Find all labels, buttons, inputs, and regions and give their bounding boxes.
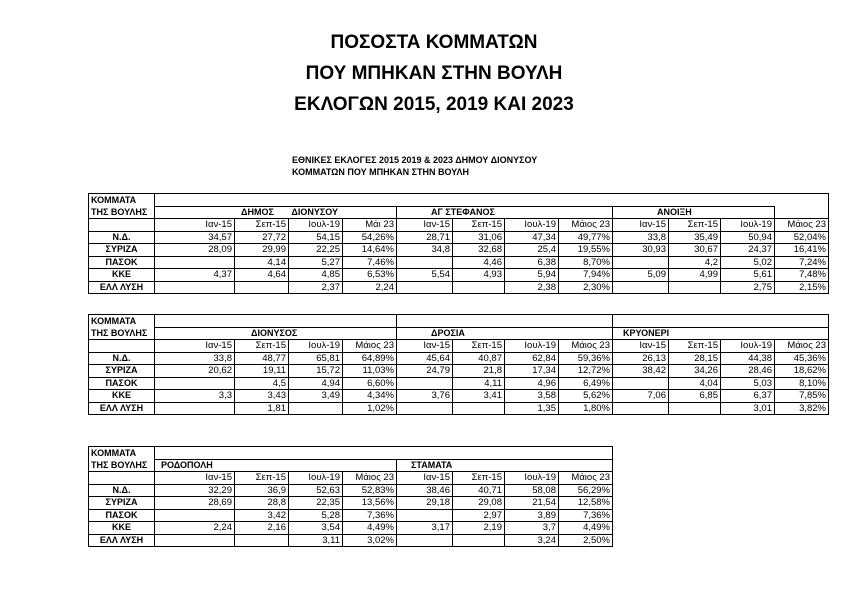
subtitle-line-1: ΕΘΝΙΚΕΣ ΕΚΛΟΓΕΣ 2015 2019 & 2023 ΔΗΜΟΥ ΔΙΟΝΥΣΟΥ xyxy=(292,155,538,165)
value-cell: 1,35 xyxy=(505,402,559,415)
group-header-kryoneri: ΚΡΥΟΝΕΡΙ xyxy=(613,327,829,340)
value-cell: 4,2 xyxy=(669,256,721,269)
value-cell: 3,24 xyxy=(505,534,559,547)
value-cell: 21,8 xyxy=(453,365,505,378)
value-cell: 4,14 xyxy=(235,256,289,269)
col-header: Ιαν-15 xyxy=(397,472,453,485)
party-label: ΠΑΣΟΚ xyxy=(89,377,155,390)
value-cell: 52,04% xyxy=(775,231,829,244)
value-cell: 33,8 xyxy=(155,352,235,365)
party-label: Ν.Δ. xyxy=(89,231,155,244)
value-cell: 20,62 xyxy=(155,365,235,378)
value-cell: 28,09 xyxy=(155,244,235,257)
value-cell: 3,54 xyxy=(289,522,343,535)
col-header: Μάιος 23 xyxy=(559,219,613,232)
table2-body xyxy=(89,352,829,415)
value-cell: 34,26 xyxy=(669,365,721,378)
party-label: ΣΥΡΙΖΑ xyxy=(89,365,155,378)
group-header-ag-stefanos: ΑΓ ΣΤΕΦΑΝΟΣ xyxy=(397,206,613,219)
value-cell xyxy=(235,534,289,547)
value-cell: 56,29% xyxy=(559,484,613,497)
value-cell: 48,77 xyxy=(235,352,289,365)
value-cell xyxy=(155,509,235,522)
value-cell: 7,94% xyxy=(559,269,613,282)
value-cell: 7,24% xyxy=(775,256,829,269)
value-cell: 34,57 xyxy=(155,231,235,244)
value-cell: 6,38 xyxy=(505,256,559,269)
value-cell: 22,25 xyxy=(289,244,343,257)
value-cell xyxy=(453,281,505,294)
blank-cell xyxy=(89,472,155,485)
value-cell: 1,80% xyxy=(559,402,613,415)
value-cell: 5,54 xyxy=(397,269,453,282)
party-label: ΠΑΣΟΚ xyxy=(89,256,155,269)
table-row xyxy=(89,377,829,390)
value-cell: 3,58 xyxy=(505,390,559,403)
results-table-2 xyxy=(88,314,829,415)
value-cell: 7,06 xyxy=(613,390,669,403)
party-label: ΕΛΛ ΛΥΣΗ xyxy=(89,402,155,415)
value-cell: 7,85% xyxy=(775,390,829,403)
value-cell: 54,26% xyxy=(343,231,397,244)
value-cell: 34,8 xyxy=(397,244,453,257)
value-cell: 62,84 xyxy=(505,352,559,365)
col-header: Μάιος 23 xyxy=(343,472,397,485)
col-header: Ιουλ-19 xyxy=(289,472,343,485)
col-header: Ιαν-15 xyxy=(155,219,235,232)
group-header-dimos: ΔΗΜΟΣ ΔΙΟΝΥΣΟΥ xyxy=(155,206,397,219)
value-cell: 3,11 xyxy=(289,534,343,547)
value-cell: 15,72 xyxy=(289,365,343,378)
value-cell: 4,49% xyxy=(559,522,613,535)
value-cell: 26,13 xyxy=(613,352,669,365)
col-header: Σεπ-15 xyxy=(235,340,289,353)
col-header: Ιουλ-19 xyxy=(505,219,559,232)
table-row xyxy=(89,522,613,535)
value-cell xyxy=(453,402,505,415)
col-header: Ιουλ-19 xyxy=(289,340,343,353)
table3-body xyxy=(89,484,613,547)
party-label: ΣΥΡΙΖΑ xyxy=(89,244,155,257)
value-cell: 5,61 xyxy=(721,269,775,282)
col-header: Ιαν-15 xyxy=(397,340,453,353)
value-cell: 3,42 xyxy=(235,509,289,522)
party-label: ΕΛΛ ΛΥΣΗ xyxy=(89,281,155,294)
page-title-line-2: ΠΟΥ ΜΠΗΚΑΝ ΣΤΗΝ ΒΟΥΛΗ xyxy=(305,63,563,84)
value-cell: 28,71 xyxy=(397,231,453,244)
value-cell: 5,27 xyxy=(289,256,343,269)
value-cell: 13,56% xyxy=(343,497,397,510)
value-cell: 17,34 xyxy=(505,365,559,378)
value-cell: 27,72 xyxy=(235,231,289,244)
value-cell: 3,17 xyxy=(397,522,453,535)
value-cell xyxy=(155,377,235,390)
table-row xyxy=(89,244,829,257)
value-cell: 4,99 xyxy=(669,269,721,282)
value-cell xyxy=(397,256,453,269)
value-cell: 12,72% xyxy=(559,365,613,378)
value-cell: 52,83% xyxy=(343,484,397,497)
value-cell: 19,11 xyxy=(235,365,289,378)
value-cell: 3,43 xyxy=(235,390,289,403)
blank-cell xyxy=(89,340,155,353)
value-cell: 4,49% xyxy=(343,522,397,535)
table-row xyxy=(89,509,613,522)
col-header: Μάιος 23 xyxy=(775,340,829,353)
value-cell: 4,85 xyxy=(289,269,343,282)
col-header: Ιαν-15 xyxy=(397,219,453,232)
value-cell: 4,11 xyxy=(453,377,505,390)
value-cell xyxy=(289,402,343,415)
col-header: Ιαν-15 xyxy=(155,472,235,485)
value-cell: 11,03% xyxy=(343,365,397,378)
value-cell: 14,64% xyxy=(343,244,397,257)
value-cell: 4,04 xyxy=(669,377,721,390)
value-cell: 54,15 xyxy=(289,231,343,244)
value-cell: 30,93 xyxy=(613,244,669,257)
corner-label: ΤΗΣ ΒΟΥΛΗΣ xyxy=(89,206,155,219)
party-label: ΚΚΕ xyxy=(89,522,155,535)
value-cell: 65,81 xyxy=(289,352,343,365)
value-cell: 3,76 xyxy=(397,390,453,403)
value-cell: 2,38 xyxy=(505,281,559,294)
value-cell: 4,46 xyxy=(453,256,505,269)
value-cell: 4,93 xyxy=(453,269,505,282)
party-label: ΕΛΛ ΛΥΣΗ xyxy=(89,534,155,547)
value-cell: 64,89% xyxy=(343,352,397,365)
party-label: Ν.Δ. xyxy=(89,352,155,365)
value-cell xyxy=(613,281,669,294)
value-cell: 28,15 xyxy=(669,352,721,365)
subtitle-line-2: ΚΟΜΜΑΤΩΝ ΠΟΥ ΜΠΗΚΑΝ ΣΤΗΝ ΒΟΥΛΗ xyxy=(292,167,469,177)
col-header: Σεπ-15 xyxy=(453,340,505,353)
table1-body xyxy=(89,231,829,294)
value-cell: 19,55% xyxy=(559,244,613,257)
value-cell: 6,53% xyxy=(343,269,397,282)
col-header: Σεπ-15 xyxy=(453,472,505,485)
value-cell xyxy=(155,402,235,415)
value-cell: 3,7 xyxy=(505,522,559,535)
value-cell xyxy=(613,402,669,415)
value-cell: 29,18 xyxy=(397,497,453,510)
value-cell: 30,67 xyxy=(669,244,721,257)
value-cell: 6,37 xyxy=(721,390,775,403)
value-cell: 4,94 xyxy=(289,377,343,390)
group-header-stamata: ΣΤΑΜΑΤΑ xyxy=(397,459,613,472)
value-cell: 28,46 xyxy=(721,365,775,378)
value-cell: 4,64 xyxy=(235,269,289,282)
value-cell: 5,09 xyxy=(613,269,669,282)
table-row xyxy=(89,269,829,282)
value-cell xyxy=(155,534,235,547)
value-cell: 32,29 xyxy=(155,484,235,497)
value-cell: 47,34 xyxy=(505,231,559,244)
value-cell xyxy=(397,509,453,522)
corner-label: ΚΟΜΜΑΤΑ xyxy=(89,194,155,207)
value-cell: 36,9 xyxy=(235,484,289,497)
value-cell: 44,38 xyxy=(721,352,775,365)
col-header: Μάιος 23 xyxy=(559,472,613,485)
value-cell: 24,79 xyxy=(397,365,453,378)
results-table-3 xyxy=(88,446,613,547)
value-cell: 2,19 xyxy=(453,522,505,535)
col-header: Μάιος 23 xyxy=(775,219,829,232)
party-label: ΚΚΕ xyxy=(89,269,155,282)
value-cell: 2,50% xyxy=(559,534,613,547)
blank-cell xyxy=(89,219,155,232)
value-cell: 4,5 xyxy=(235,377,289,390)
value-cell: 21,54 xyxy=(505,497,559,510)
value-cell: 2,24 xyxy=(343,281,397,294)
col-header: Ιαν-15 xyxy=(613,340,669,353)
value-cell: 38,46 xyxy=(397,484,453,497)
value-cell: 29,08 xyxy=(453,497,505,510)
value-cell xyxy=(669,402,721,415)
value-cell: 3,01 xyxy=(721,402,775,415)
value-cell: 12,58% xyxy=(559,497,613,510)
value-cell: 8,70% xyxy=(559,256,613,269)
value-cell: 58,08 xyxy=(505,484,559,497)
value-cell: 5,02 xyxy=(721,256,775,269)
value-cell: 5,94 xyxy=(505,269,559,282)
value-cell: 7,48% xyxy=(775,269,829,282)
value-cell: 29,99 xyxy=(235,244,289,257)
value-cell xyxy=(613,377,669,390)
col-header: Ιουλ-19 xyxy=(289,219,343,232)
value-cell: 49,77% xyxy=(559,231,613,244)
value-cell: 7,46% xyxy=(343,256,397,269)
table-row xyxy=(89,256,829,269)
table-row xyxy=(89,390,829,403)
group-header-anoixi: ΑΝΟΙΞΗ xyxy=(613,206,775,219)
value-cell xyxy=(613,256,669,269)
party-label: ΠΑΣΟΚ xyxy=(89,509,155,522)
value-cell: 2,30% xyxy=(559,281,613,294)
value-cell: 45,64 xyxy=(397,352,453,365)
value-cell: 3,02% xyxy=(343,534,397,547)
group-header-drosia: ΔΡΟΣΙΑ xyxy=(397,327,613,340)
value-cell: 4,96 xyxy=(505,377,559,390)
col-header: Σεπ-15 xyxy=(235,472,289,485)
value-cell: 52,63 xyxy=(289,484,343,497)
value-cell xyxy=(397,281,453,294)
value-cell: 6,85 xyxy=(669,390,721,403)
col-header: Ιουλ-19 xyxy=(505,472,559,485)
value-cell: 2,16 xyxy=(235,522,289,535)
value-cell: 6,60% xyxy=(343,377,397,390)
col-header: Σεπ-15 xyxy=(669,219,721,232)
value-cell: 3,41 xyxy=(453,390,505,403)
value-cell: 3,3 xyxy=(155,390,235,403)
page-title-line-3: ΕΚΛΟΓΩΝ 2015, 2019 ΚΑΙ 2023 xyxy=(294,94,574,115)
value-cell: 6,49% xyxy=(559,377,613,390)
table-row xyxy=(89,281,829,294)
value-cell: 28,69 xyxy=(155,497,235,510)
value-cell: 2,24 xyxy=(155,522,235,535)
table-row xyxy=(89,484,613,497)
party-label: ΣΥΡΙΖΑ xyxy=(89,497,155,510)
corner-label: ΤΗΣ ΒΟΥΛΗΣ xyxy=(89,327,155,340)
value-cell: 2,75 xyxy=(721,281,775,294)
col-header: Σεπ-15 xyxy=(235,219,289,232)
page-title-line-1: ΠΟΣΟΣΤΑ ΚΟΜΜΑΤΩΝ xyxy=(330,32,538,53)
corner-label: ΤΗΣ ΒΟΥΛΗΣ xyxy=(89,459,155,472)
group-header-dionysos: ΔΙΟΝΥΣΟΣ xyxy=(155,327,397,340)
value-cell: 2,97 xyxy=(453,509,505,522)
value-cell: 31,06 xyxy=(453,231,505,244)
value-cell: 32,68 xyxy=(453,244,505,257)
value-cell: 28,8 xyxy=(235,497,289,510)
value-cell xyxy=(155,281,235,294)
value-cell xyxy=(397,377,453,390)
value-cell: 1,02% xyxy=(343,402,397,415)
party-label: Ν.Δ. xyxy=(89,484,155,497)
value-cell: 7,36% xyxy=(343,509,397,522)
party-label: ΚΚΕ xyxy=(89,390,155,403)
value-cell: 50,94 xyxy=(721,231,775,244)
col-header: Μάι 23 xyxy=(343,219,397,232)
value-cell: 4,37 xyxy=(155,269,235,282)
table-row xyxy=(89,534,613,547)
table-row xyxy=(89,352,829,365)
value-cell xyxy=(453,534,505,547)
value-cell: 40,71 xyxy=(453,484,505,497)
col-header: Ιαν-15 xyxy=(613,219,669,232)
value-cell: 5,62% xyxy=(559,390,613,403)
value-cell: 1,81 xyxy=(235,402,289,415)
table-row xyxy=(89,231,829,244)
value-cell: 38,42 xyxy=(613,365,669,378)
corner-label: ΚΟΜΜΑΤΑ xyxy=(89,315,155,328)
col-header: Ιουλ-19 xyxy=(721,219,775,232)
value-cell: 59,36% xyxy=(559,352,613,365)
value-cell: 3,82% xyxy=(775,402,829,415)
value-cell xyxy=(155,256,235,269)
value-cell: 35,49 xyxy=(669,231,721,244)
col-header: Ιουλ-19 xyxy=(505,340,559,353)
value-cell xyxy=(397,402,453,415)
value-cell: 45,36% xyxy=(775,352,829,365)
results-table-1 xyxy=(88,193,829,294)
value-cell: 22,35 xyxy=(289,497,343,510)
value-cell: 25,4 xyxy=(505,244,559,257)
table-row xyxy=(89,497,613,510)
value-cell: 2,15% xyxy=(775,281,829,294)
value-cell xyxy=(397,534,453,547)
value-cell: 18,62% xyxy=(775,365,829,378)
value-cell: 3,89 xyxy=(505,509,559,522)
value-cell: 16,41% xyxy=(775,244,829,257)
value-cell: 4,34% xyxy=(343,390,397,403)
col-header: Σεπ-15 xyxy=(669,340,721,353)
col-header: Σεπ-15 xyxy=(453,219,505,232)
value-cell: 33,8 xyxy=(613,231,669,244)
value-cell xyxy=(669,281,721,294)
value-cell: 2,37 xyxy=(289,281,343,294)
table-row xyxy=(89,365,829,378)
value-cell: 5,03 xyxy=(721,377,775,390)
col-header: Μάιος 23 xyxy=(343,340,397,353)
group-header-rodopoli: ΡΟΔΟΠΟΛΗ xyxy=(155,459,397,472)
table-row xyxy=(89,402,829,415)
corner-label: ΚΟΜΜΑΤΑ xyxy=(89,447,155,460)
value-cell: 7,36% xyxy=(559,509,613,522)
col-header: Ιουλ-19 xyxy=(721,340,775,353)
value-cell xyxy=(235,281,289,294)
value-cell: 8,10% xyxy=(775,377,829,390)
col-header: Ιαν-15 xyxy=(155,340,235,353)
value-cell: 3,49 xyxy=(289,390,343,403)
value-cell: 5,28 xyxy=(289,509,343,522)
value-cell: 40,87 xyxy=(453,352,505,365)
value-cell: 24,37 xyxy=(721,244,775,257)
col-header: Μάιος 23 xyxy=(559,340,613,353)
